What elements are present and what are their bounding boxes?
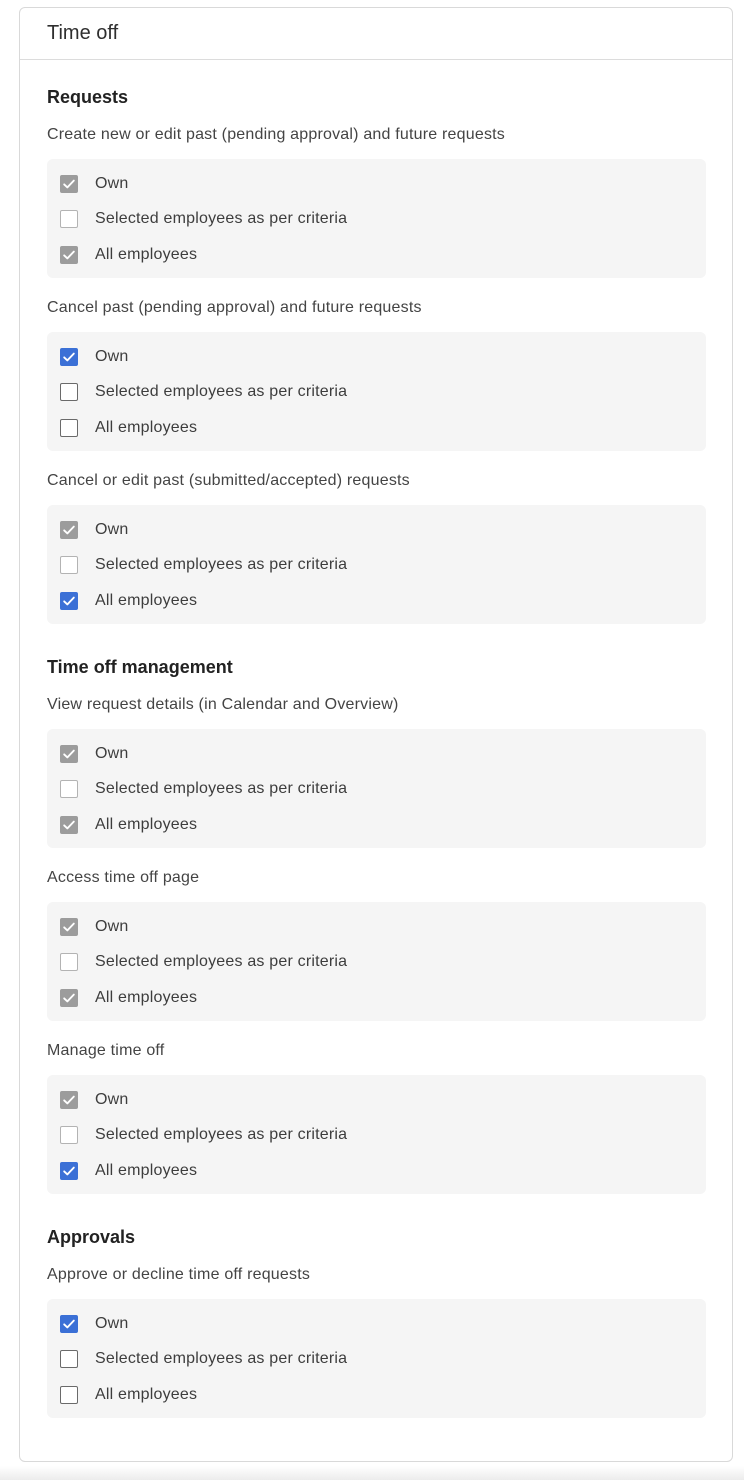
option-label: Own	[95, 1314, 129, 1332]
permission-options	[47, 729, 706, 848]
option-label: All employees	[95, 591, 198, 609]
permission-options	[47, 159, 706, 278]
checkbox-disabled-unchecked-icon[interactable]	[60, 780, 78, 798]
checkbox-unchecked-icon[interactable]	[60, 1386, 78, 1404]
card-header	[20, 8, 732, 60]
checkbox-checked-icon[interactable]	[60, 592, 78, 610]
option-label: Own	[95, 744, 129, 762]
option-all-employees[interactable]	[60, 987, 706, 1008]
permission-label: Cancel past (pending approval) and future requests	[47, 299, 422, 316]
option-label: Own	[95, 174, 129, 192]
time-off-card	[19, 7, 733, 1462]
permission-label: Access time off page	[47, 869, 200, 886]
option-all-employees[interactable]	[60, 417, 706, 438]
permission-label: Manage time off	[47, 1042, 165, 1059]
option-selected-employees-as-per-criteria[interactable]	[60, 779, 706, 800]
option-all-employees[interactable]	[60, 1384, 706, 1405]
option-label: Own	[95, 1090, 129, 1108]
checkbox-disabled-unchecked-icon[interactable]	[60, 953, 78, 971]
option-own[interactable]	[60, 1313, 706, 1334]
option-selected-employees-as-per-criteria[interactable]	[60, 209, 706, 230]
checkbox-checked-icon[interactable]	[60, 1315, 78, 1333]
option-selected-employees-as-per-criteria[interactable]	[60, 382, 706, 403]
checkbox-disabled-unchecked-icon[interactable]	[60, 556, 78, 574]
permission-options	[47, 1299, 706, 1418]
option-all-employees[interactable]	[60, 814, 706, 835]
bottom-shade	[0, 1466, 744, 1480]
card-title: Time off	[47, 22, 119, 44]
checkbox-unchecked-icon[interactable]	[60, 419, 78, 437]
option-label: Selected employees as per criteria	[95, 556, 348, 573]
permission-label: Cancel or edit past (submitted/accepted) requests	[47, 472, 410, 489]
section-title: Requests	[47, 87, 129, 107]
option-label: All employees	[95, 245, 198, 263]
checkbox-disabled-checked-icon[interactable]	[60, 816, 78, 834]
option-own[interactable]	[60, 1089, 706, 1110]
option-all-employees[interactable]	[60, 1160, 706, 1181]
option-selected-employees-as-per-criteria[interactable]	[60, 952, 706, 973]
option-label: All employees	[95, 815, 198, 833]
checkbox-disabled-checked-icon[interactable]	[60, 175, 78, 193]
permission-options	[47, 505, 706, 624]
permission-options	[47, 1075, 706, 1194]
checkbox-disabled-checked-icon[interactable]	[60, 521, 78, 539]
option-label: Own	[95, 520, 129, 538]
permissions-list	[20, 60, 732, 1418]
section-requests	[47, 60, 706, 624]
option-label: All employees	[95, 988, 198, 1006]
section-title: Approvals	[47, 1227, 136, 1247]
option-label: Own	[95, 347, 129, 365]
checkbox-disabled-checked-icon[interactable]	[60, 989, 78, 1007]
permission-options	[47, 902, 706, 1021]
option-selected-employees-as-per-criteria[interactable]	[60, 1349, 706, 1370]
option-label: Own	[95, 917, 129, 935]
option-label: Selected employees as per criteria	[95, 1126, 348, 1143]
option-selected-employees-as-per-criteria[interactable]	[60, 1125, 706, 1146]
option-own[interactable]	[60, 346, 706, 367]
option-selected-employees-as-per-criteria[interactable]	[60, 555, 706, 576]
checkbox-disabled-checked-icon[interactable]	[60, 246, 78, 264]
section-title: Time off management	[47, 657, 233, 677]
permission-label: View request details (in Calendar and Overview)	[47, 696, 399, 713]
permission-options	[47, 332, 706, 451]
option-label: All employees	[95, 418, 198, 436]
option-own[interactable]	[60, 916, 706, 937]
option-label: Selected employees as per criteria	[95, 210, 348, 227]
option-all-employees[interactable]	[60, 244, 706, 265]
permission-label: Approve or decline time off requests	[47, 1266, 311, 1283]
checkbox-checked-icon[interactable]	[60, 1162, 78, 1180]
section-time-off-management	[47, 624, 706, 1194]
section-approvals	[47, 1194, 706, 1418]
option-label: Selected employees as per criteria	[95, 1350, 348, 1367]
option-label: All employees	[95, 1385, 198, 1403]
checkbox-disabled-checked-icon[interactable]	[60, 1091, 78, 1109]
checkbox-disabled-checked-icon[interactable]	[60, 918, 78, 936]
option-all-employees[interactable]	[60, 590, 706, 611]
checkbox-disabled-unchecked-icon[interactable]	[60, 1126, 78, 1144]
checkbox-unchecked-icon[interactable]	[60, 383, 78, 401]
checkbox-unchecked-icon[interactable]	[60, 1350, 78, 1368]
permission-label: Create new or edit past (pending approval) and future requests	[47, 126, 506, 143]
option-label: Selected employees as per criteria	[95, 953, 348, 970]
option-label: Selected employees as per criteria	[95, 780, 348, 797]
checkbox-disabled-unchecked-icon[interactable]	[60, 210, 78, 228]
option-own[interactable]	[60, 519, 706, 540]
checkbox-disabled-checked-icon[interactable]	[60, 745, 78, 763]
option-label: Selected employees as per criteria	[95, 383, 348, 400]
checkbox-checked-icon[interactable]	[60, 348, 78, 366]
option-own[interactable]	[60, 173, 706, 194]
option-label: All employees	[95, 1161, 198, 1179]
option-own[interactable]	[60, 743, 706, 764]
